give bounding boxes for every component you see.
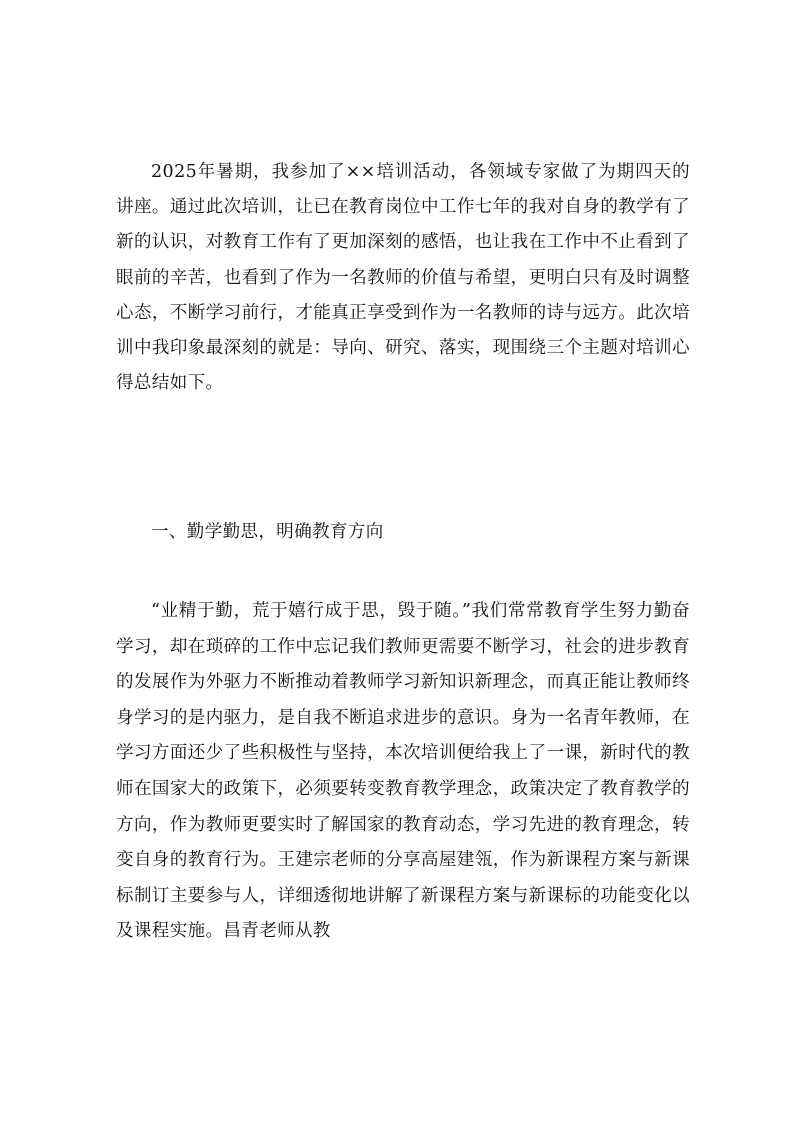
intro-paragraph: 2025年暑期，我参加了××培训活动，各领域专家做了为期四天的讲座。通过此次培训，让已在教育岗位中工作七年的我对自身的教学有了新的认识，对教育工作有了更加深刻的感悟，也让我在工作中不止看到了眼前的辛苦，也看到了作为一名教师的价值与希望，更明白只有及时调整心态，不断学习前行，才能真正享受到作为一名教师的诗与远方。此次培训中我印象最深刻的就是：导向、研究、落实，现围绕三个主题对培训心得总结如下。 (116, 162, 690, 394)
section-paragraph: “业精于勤，荒于嬉行成于思，毁于随。”我们常常教育学生努力勤奋学习，却在琐碎的工作中忘记我们教师更需要不断学习，社会的进步教育的发展作为外驱力不断推动着教师学习新知识新理念，而真正能让教师终身学习的是内驱力，是自我不断追求进步的意识。身为一名青年教师，在学习方面还少了些积极性与坚持，本次培训便给我上了一课，新时代的教师在国家大的政策下，必须要转变教育教学理念，政策决定了教育教学的方向，作为教师更要实时了解国家的教育动态，学习先进的教育理念，转变自身的教育行为。王建宗老师的分享高屋建瓴，作为新课程方案与新课标制订主要参与人，详细透彻地讲解了新课程方案与新课标的功能变化以及课程实施。昌青老师从教 (116, 601, 690, 942)
section-heading: 一、勤学勤思，明确教育方向 (151, 522, 384, 542)
